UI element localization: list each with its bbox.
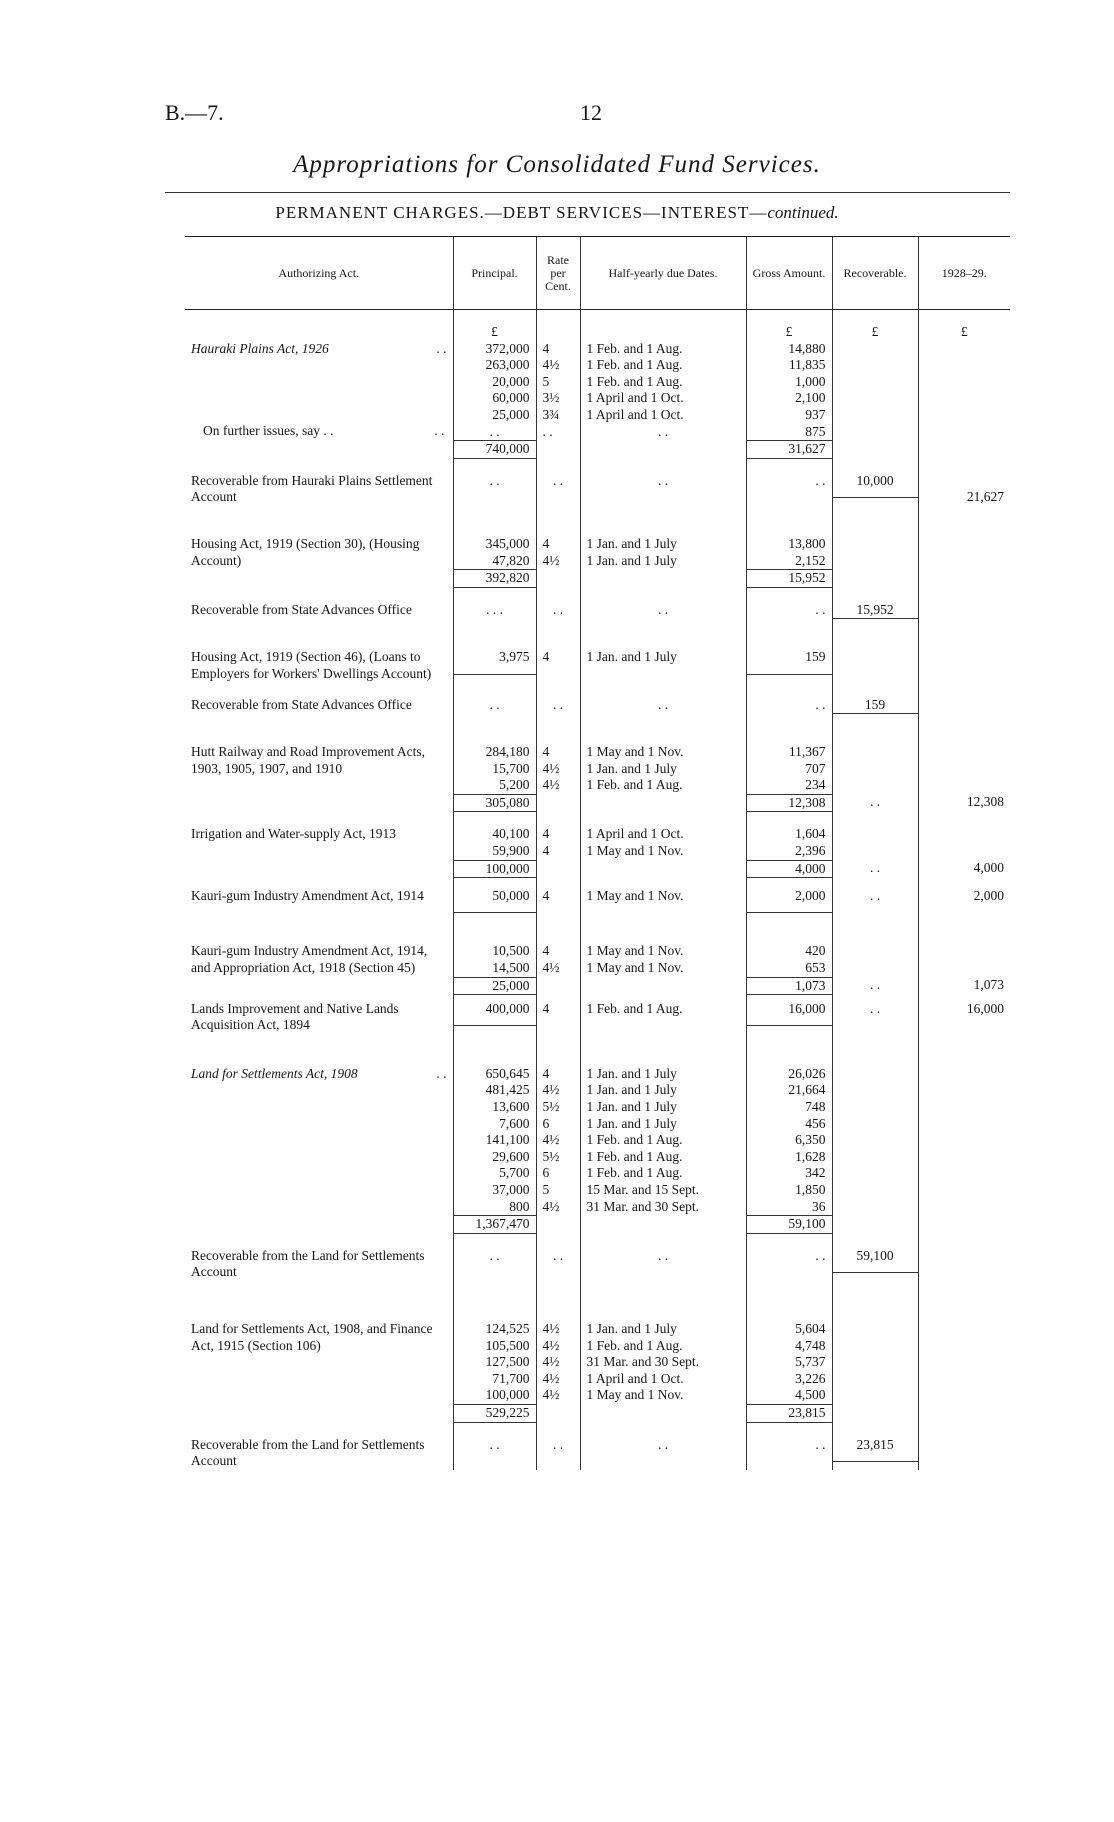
cell-value: 1 Feb. and 1 Aug. [586,1165,683,1181]
cell-value: 5 [542,1181,550,1197]
cell-value: 481,425 [485,1082,530,1098]
cell-value: 105,500 [485,1337,530,1353]
cell-value: 4 [542,1065,550,1081]
total-row: 25,000 1,073 . . 1,073 [185,977,1010,995]
cell-value: 21,664 [788,1082,826,1098]
net-amount: 16,000 [918,1001,1010,1034]
cell-value: 1 Jan. and 1 July [586,1115,677,1131]
cell-value: 6 [542,1115,550,1131]
act-name: Housing Act, 1919 (Section 46), (Loans to Employers for Workers' Dwellings Account) [191,649,432,681]
cell-value: 5,604 [795,1320,826,1336]
subtitle-main: PERMANENT CHARGES.—DEBT SERVICES—INTEREST— [275,203,768,222]
cell-value: 1 Feb. and 1 Aug. [586,1337,683,1353]
cell-value: 3,226 [795,1370,826,1386]
net-amount: 4,000 [918,860,1010,878]
net-amount: 21,627 [966,489,1004,505]
total-row: 740,000 31,627 [185,441,1010,459]
table-row: Kauri-gum Industry Amendment Act, 1914 50,000 4 1 May and 1 Nov. 2,000 . . 2,000 [185,888,1010,914]
col-authorizing-act: Authorizing Act. [185,237,453,310]
col-dates: Half-yearly due Dates. [580,237,746,310]
recoverable-row: Recoverable from Hauraki Plains Settlement Account . . . . . . . . 10,000 21,627 [185,473,1010,506]
recoverable-row: Recoverable from the Land for Settlements Account . . . . . . . . 59,100 [185,1248,1010,1281]
title-rule [165,192,1010,193]
table-header-row [185,237,1010,310]
cell-value: 37,000 [492,1181,530,1197]
act-name: Hauraki Plains Act, 1926 [191,340,329,356]
cell-value: 15 Mar. and 15 Sept. [586,1181,699,1197]
net-amount: 12,308 [918,794,1010,812]
cell-value: 4½ [542,1387,560,1403]
cell-value: 1 Feb. and 1 Aug. [586,1148,683,1164]
act-name: Hutt Railway and Road Improvement Acts, 1903, 1905, 1907, and 1910 [191,744,425,776]
act-name: Housing Act, 1919 (Section 30), (Housing Account) [191,535,420,568]
recoverable-row: Recoverable from State Advances Office . . . . . . . . 159 [185,697,1010,714]
cell-value: 4½ [542,1320,560,1336]
document-reference: B.—7. [165,100,224,125]
cell-value: 31 Mar. and 30 Sept. [586,1354,699,1370]
recoverable-row: Recoverable from the Land for Settlements Account . . . . . . . . 23,815 [185,1437,1010,1470]
cell-value: 5,737 [795,1354,826,1370]
act-name: Kauri-gum Industry Amendment Act, 1914 [191,887,424,903]
act-name: Kauri-gum Industry Amendment Act, 1914, and Appropriation Act, 1918 (Section 45) [191,943,428,975]
col-year: 1928–29. [918,237,1010,310]
cell-value: 1 Jan. and 1 July [586,1320,677,1336]
page-number: 12 [580,100,602,125]
recoverable-row: Recoverable from State Advances Office . . . . . . . . . 15,952 [185,602,1010,619]
cell-value: 1 Jan. and 1 July [586,1082,677,1098]
col-principal: Principal. [453,237,536,310]
cell-value: 4,748 [795,1337,826,1353]
col-recoverable: Recoverable. [832,237,918,310]
table-row: Lands Improvement and Native Lands Acquisition Act, 1894 400,000 4 1 Feb. and 1 Aug. 16,000 . . 16,000 [185,1001,1010,1034]
cell-value: 342 [805,1165,826,1181]
cell-value: 124,525 [485,1320,530,1336]
cell-value: 4½ [542,1354,560,1370]
net-amount: 2,000 [918,888,1010,914]
cell-value: 127,500 [485,1354,530,1370]
cell-value: 1 May and 1 Nov. [586,1387,684,1403]
total-row: 1,367,470 59,100 [185,1216,1010,1234]
total-row: 305,080 12,308 . . 12,308 [185,794,1010,812]
total-row: 100,000 4,000 . . 4,000 [185,860,1010,878]
table-row [185,1321,1010,1404]
cell-value: 13,600 [492,1099,530,1114]
subtitle-continued: continued. [767,203,839,222]
col-rate: Rate per Cent. [536,237,580,310]
cell-value: 800 [509,1198,530,1214]
act-name: Irrigation and Water-supply Act, 1913 [191,826,396,842]
pound-sign: £ [491,324,498,339]
total-row: 529,225 23,815 [185,1404,1010,1422]
page-title: Appropriations for Consolidated Fund Services. [293,151,821,178]
cell-value: 6 [542,1165,550,1181]
table-row: Kauri-gum Industry Amendment Act, 1914, and Appropriation Act, 1918 (Section 45) 10,500 14,500 4 4½ 1 May and 1 Nov. 1 May and 1 Nov. 420 653 [185,943,1010,977]
cell-value: 1 Jan. and 1 July [586,1099,677,1114]
table-row: Land for Settlements Act, 1908 . . 650,645 481,425 13,600 7,600 141,100 29,600 5,700 37,000 800 4 4½ 5½ 6 4½ 5½ 6 5 4½ 1 Jan. and 1 July 1 Jan. and 1 July 1 Jan. and 1 July 1 Jan. and 1 July 1 Feb. and 1 Aug. 1 Feb. and 1 Aug. 1 Feb. and 1 Aug. 15 Mar. and 15 Sept. 31 Mar. and 30 Sept. 26,026 21,664 748 456 6,350 1,628 342 1,850 36 [185,1066,1010,1216]
table-row: Irrigation and Water-supply Act, 1913 40,100 59,900 4 4 1 April and 1 Oct. 1 May and 1 Nov. 1,604 2,396 [185,826,1010,860]
section-subtitle [0,203,1114,223]
cell-value: 141,100 [485,1132,530,1148]
cell-value: 6,350 [795,1132,826,1148]
cell-value: 4½ [542,1370,560,1386]
cell-value: 7,600 [499,1115,530,1131]
cell-value: 1 Feb. and 1 Aug. [586,1132,683,1148]
cell-value: 26,026 [788,1065,826,1081]
cell-value: 748 [805,1099,826,1114]
cell-value: 4½ [542,1337,560,1353]
total-row: 392,820 15,952 [185,570,1010,588]
cell-value: 5,700 [499,1165,530,1181]
act-name: Land for Settlements Act, 1908, and Finance Act, 1915 (Section 106) [191,1320,433,1353]
cell-value: 5½ [542,1099,560,1114]
cell-value: 29,600 [492,1148,530,1164]
cell-value: 36 [812,1198,826,1214]
act-name: Land for Settlements Act, 1908 [191,1065,358,1081]
cell-value: 5½ [542,1148,560,1164]
table-row: Housing Act, 1919 (Section 46), (Loans to Employers for Workers' Dwellings Account) 3,975 4 1 Jan. and 1 July 159 [185,649,1010,682]
act-name: Lands Improvement and Native Lands Acquisition Act, 1894 [191,1000,399,1033]
cell-value: 1 Jan. and 1 July [586,1065,677,1081]
cell-value: 4½ [542,1082,560,1098]
net-amount: 1,073 [918,977,1010,995]
cell-value: 456 [805,1115,826,1131]
cell-value: 4½ [542,1198,560,1214]
cell-value: 4½ [542,1132,560,1148]
cell-value: 100,000 [485,1387,530,1403]
further-issues-label: On further issues, say . . [203,423,334,439]
table-row: Housing Act, 1919 (Section 30), (Housing Account) 345,000 47,820 4 4½ 1 Jan. and 1 July 1 Jan. and 1 July 13,800 2,152 [185,536,1010,570]
table-row: Hauraki Plains Act, 1926 . . £ 372,000 263,000 20,000 60,000 25,000 . . 4 4½ 5 3½ 3¾ . . 1 Feb. and 1 Aug. 1 Feb. and 1 Aug. 1 Feb. and 1 Aug. 1 April and 1 Oct. 1 April and 1 Oct. . . £ 14,880 11,835 1,000 2,100 937 875 £ £ [185,324,1010,440]
cell-value: 1 April and 1 Oct. [586,1370,684,1386]
cell-value: 4,500 [795,1387,826,1403]
cell-value: 71,700 [492,1370,530,1386]
cell-value: 1,628 [795,1148,826,1164]
cell-value: 650,645 [485,1065,530,1081]
interest-table: Authorizing Act. Principal. Rate per Cent. Half-yearly due Dates. Gross Amount. Recoverable. 1928–29. Hauraki Plains Act, 1926 . . £ 372,000 263,000 20,000 60,000 25,000 . . 4 4½ 5 3½ 3¾ . . 1 Feb. and 1 Aug. 1 Feb. and 1 Aug. 1 Feb. and 1 Aug. 1 April and 1 Oct. 1 April and 1 Oct. . . £ 14,880 11,835 1,000 2,100 937 875 £ £ On further issues, say . . . . 740,000 31,627 Recoverable from Hauraki Plains Settlement Account . . . . . . . . 10,000 21,627 Housing Act, 1919 (Section 30), (Housing Account) 345,000 47,820 4 4½ 1 Jan. and 1 July 1 Jan. and 1 July 13,800 2,152 392,820 15,952 Recoverable from State Advances Office . . . . . . . . . 15,952 Housing Act, 1919 (Section 46), (Loans to Employers for Workers' Dwellings Account) 3,975 4 1 Jan. and 1 July 159 Recoverable from State Advances Office . . . . . . . . 159 Hutt Railway and Road Improvement Acts, 1903, 1905, 1907, and 1910 284,180 15,700 5,200 4 4½ 4½ 1 May and 1 Nov. 1 Jan. and 1 July 1 Feb. and 1 Aug. 11,367 707 234 305,080 12,308 . . 12,308 Irrigation and Water-supply Act, 1913 40,100 59,900 4 4 1 April and 1 Oct. 1 May and 1 Nov. 1,604 2,396 100,000 4,000 . . 4,000 Kauri-gum Industry Amendment Act, 1914 50,000 4 1 May and 1 Nov. 2,000 . . 2,000 Kauri-gum Industry Amendment Act, 1914, and Appropriation Act, 1918 (Section 45) 10,500 14,500 4 4½ 1 May and 1 Nov. 1 May and 1 Nov. 420 653 25,000 1,073 . . 1,073 Lands Improvement and Native Lands Acquisition Act, 1894 400,000 4 1 Feb. and 1 Aug. 16,000 . . 16,000 Land for Settlements Act, 1908 . . 650,645 481,425 13,600 7,600 141,100 29,600 5,700 37,000 800 4 4½ 5½ 6 4½ 5½ 6 5 4½ 1 Jan. and 1 July 1 Jan. and 1 July 1 Jan. and 1 July 1 Jan. and 1 July 1 Feb. and 1 Aug. 1 Feb. and 1 Aug. 1 Feb. and 1 Aug. 15 Mar. and 15 Sept. 31 Mar. and 30 Sept. 26,026 21,664 748 456 6,350 1,628 342 1,850 36 1,367,470 59,100 Recoverable from the Land for Settlements Account . . . . . . . . 59,100 Land for Settlements Act, 1908, and Finance Act, 1915 (Section 106) 124,525 105,500 127,500 71,700 100,000 4½ 4½ 4½ 4½ 4½ 1 Jan. and 1 July 1 Feb. and 1 Aug. 31 Mar. and 30 Sept. 1 April and 1 Oct. 1 May and 1 Nov. 5,604 4,748 5,737 3,226 4,500 529,225 23,815 Recoverable from the Land for Settlements Account . . . . . . . . 23,815 [185,236,1010,1470]
cell-value: 1,850 [795,1181,826,1197]
col-gross: Gross Amount. [746,237,832,310]
cell-value: 31 Mar. and 30 Sept. [586,1198,699,1214]
table-row: Hutt Railway and Road Improvement Acts, 1903, 1905, 1907, and 1910 284,180 15,700 5,200 4 4½ 4½ 1 May and 1 Nov. 1 Jan. and 1 July 1 Feb. and 1 Aug. 11,367 707 234 [185,744,1010,794]
